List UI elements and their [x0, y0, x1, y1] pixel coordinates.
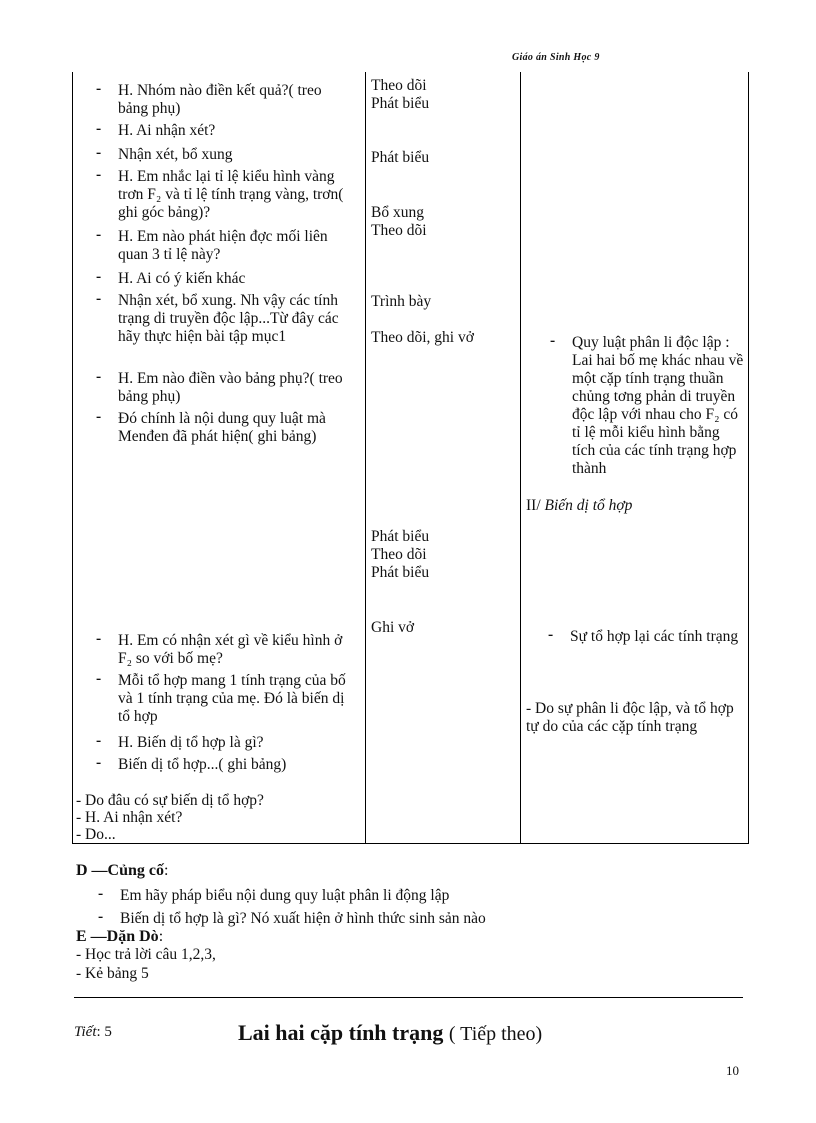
- homework-title: E —Dặn Dò: [76, 928, 159, 945]
- teacher-item-12: - H. Biến dị tổ hợp là gì?: [96, 732, 264, 751]
- student-item-7: Theo dõi, ghi vở: [371, 329, 474, 346]
- teacher-item-text: H. Biến dị tổ hợp là gì?: [118, 734, 264, 751]
- teacher-item-1: - H. Nhóm nào điền kết quả?( treo bảng phụ): [96, 80, 322, 117]
- recombine-text: Sự tổ hợp lại các tính trạng: [570, 628, 739, 645]
- teacher-item-text: H. Ai có ý kiến khác: [118, 270, 246, 287]
- student-item-4: Bổ xung: [371, 204, 424, 221]
- teacher-item-11: - Mỗi tổ hợp mang 1 tính trạng của bố và 1 tính trạng của mẹ. Đó là biến dị tổ hợp: [96, 670, 346, 725]
- table-left-border: [72, 72, 73, 843]
- law-text: Quy luật phân li độc lập : Lai hai bố mẹ khác nhau về một cặp tính trạng thuần chủng tơng phản di truyền độc lập với nhau cho F₂ có tỉ lệ mỗi kiểu hình bằng tích của các tính trạng hợp thành: [572, 334, 744, 477]
- student-item-3: Phát biểu: [371, 149, 430, 166]
- recombine-item: - Sự tổ hợp lại các tính trạng: [548, 626, 739, 645]
- teacher-item-text: Nhận xét, bổ xung. Nh vậy các tính trạng di truyền độc lập...Từ đây các hãy thực hiện bài tập mục1: [118, 292, 339, 345]
- teacher-item-6: - H. Ai có ý kiến khác: [96, 268, 246, 287]
- homework-heading: [76, 928, 163, 946]
- consolidate-item-text: Biến dị tổ hợp là gì? Nó xuất hiện ở hình thức sinh sản nào: [120, 910, 486, 927]
- section-prefix: II/: [526, 497, 541, 514]
- teacher-item-text: H. Nhóm nào điền kết quả?( treo bảng phụ): [118, 82, 322, 117]
- lesson-title-text: Lai hai cặp tính trạng: [238, 1020, 444, 1045]
- teacher-item-5: - H. Em nào phát hiện đợc mối liên quan 3 tỉ lệ này?: [96, 226, 328, 263]
- lesson-title-suffix: ( Tiếp theo): [448, 1023, 543, 1045]
- homework-colon: :: [158, 928, 164, 945]
- lesson-title: [238, 1020, 542, 1046]
- consolidate-item-2: - Biến dị tổ hợp là gì? Nó xuất hiện ở hình thức sinh sản nào: [98, 908, 486, 927]
- law-statement: - Quy luật phân li độc lập : Lai hai bố mẹ khác nhau về một cặp tính trạng thuần chủng tơng phản di truyền độc lập với nhau cho F₂ có tỉ lệ mỗi kiểu hình bằng tích của các tính trạng hợp thành: [550, 332, 744, 477]
- consolidate-heading: [76, 862, 168, 880]
- consolidate-colon: :: [164, 862, 169, 879]
- section-heading: [526, 497, 632, 515]
- tiet-label: Tiết: [74, 1024, 97, 1040]
- table-bottom-border: [72, 843, 749, 844]
- teacher-item-text: H. Em nào phát hiện đợc mối liên quan 3 tỉ lệ này?: [118, 228, 328, 263]
- table-right-border: [748, 72, 749, 843]
- student-item-10: Phát biểu: [371, 564, 430, 581]
- teacher-item-text: H. Em nào điền vào bảng phụ?( treo bảng phụ): [118, 370, 343, 405]
- section-title: Biến dị tổ hợp: [544, 497, 633, 514]
- page-number: 10: [726, 1063, 739, 1078]
- student-item-9: Theo dõi: [371, 546, 427, 563]
- teacher-item-4: - H. Em nhắc lại tỉ lệ kiểu hình vàng trơn F₂ và tỉ lệ tính trạng vàng, trơn( ghi góc bảng)?: [96, 166, 344, 221]
- section-divider: [74, 997, 743, 998]
- teacher-item-text: H. Ai nhận xét?: [118, 122, 216, 139]
- teacher-item-10: - H. Em có nhận xét gì về kiểu hình ở F₂ so với bố mẹ?: [96, 630, 343, 667]
- teacher-item-8: - H. Em nào điền vào bảng phụ?( treo bảng phụ): [96, 368, 343, 405]
- student-item-11: Ghi vở: [371, 619, 415, 636]
- table-col-divider-2: [520, 72, 521, 843]
- teacher-item-2: - H. Ai nhận xét?: [96, 120, 216, 139]
- student-item-2: Phát biểu: [371, 95, 430, 112]
- homework-item-1: - Học trả lời câu 1,2,3,: [76, 946, 216, 963]
- student-item-8: Phát biểu: [371, 528, 430, 545]
- lesson-number: [74, 1024, 112, 1041]
- teacher-item-3: - Nhận xét, bổ xung: [96, 144, 233, 163]
- table-col-divider-1: [365, 72, 366, 843]
- tiet-number: : 5: [96, 1024, 112, 1040]
- student-item-6: Trình bày: [371, 293, 432, 310]
- teacher-plain-3: - Do...: [76, 826, 116, 843]
- consolidate-item-text: Em hãy pháp biểu nội dung quy luật phân li động lập: [120, 887, 450, 904]
- teacher-plain-1: - Do đâu có sự biến dị tổ hợp?: [76, 792, 264, 809]
- student-item-5: Theo dõi: [371, 222, 427, 239]
- teacher-item-9: - Đó chính là nội dung quy luật mà Menđen đã phát hiện( ghi bảng): [96, 408, 326, 445]
- teacher-item-13: - Biến dị tổ hợp...( ghi bảng): [96, 754, 287, 773]
- teacher-item-text: Biến dị tổ hợp...( ghi bảng): [118, 756, 287, 773]
- consolidate-item-1: - Em hãy pháp biểu nội dung quy luật phân li động lập: [98, 885, 450, 904]
- teacher-item-text: Mỗi tổ hợp mang 1 tính trạng của bố và 1 tính trạng của mẹ. Đó là biến dị tổ hợp: [118, 672, 346, 725]
- homework-item-2: - Kẻ bảng 5: [76, 965, 149, 982]
- teacher-item-text: Đó chính là nội dung quy luật mà Menđen đã phát hiện( ghi bảng): [118, 410, 326, 445]
- page-header: Giáo án Sinh Học 9: [512, 52, 600, 63]
- consolidate-title: D —Củng cố: [76, 862, 165, 879]
- student-item-1: Theo dõi: [371, 77, 427, 94]
- teacher-item-7: - Nhận xét, bổ xung. Nh vậy các tính trạng di truyền độc lập...Từ đây các hãy thực hiện bài tập mục1: [96, 290, 339, 345]
- teacher-item-text: H. Em có nhận xét gì về kiểu hình ở F₂ so với bố mẹ?: [118, 632, 343, 667]
- teacher-plain-2: - H. Ai nhận xét?: [76, 809, 183, 826]
- teacher-item-text: H. Em nhắc lại tỉ lệ kiểu hình vàng trơn F₂ và tỉ lệ tính trạng vàng, trơn( ghi góc bảng)?: [118, 168, 344, 221]
- teacher-item-text: Nhận xét, bổ xung: [118, 146, 233, 163]
- cause-text: - Do sự phân li độc lập, và tổ hợp tự do của các cặp tính trạng: [526, 700, 734, 735]
